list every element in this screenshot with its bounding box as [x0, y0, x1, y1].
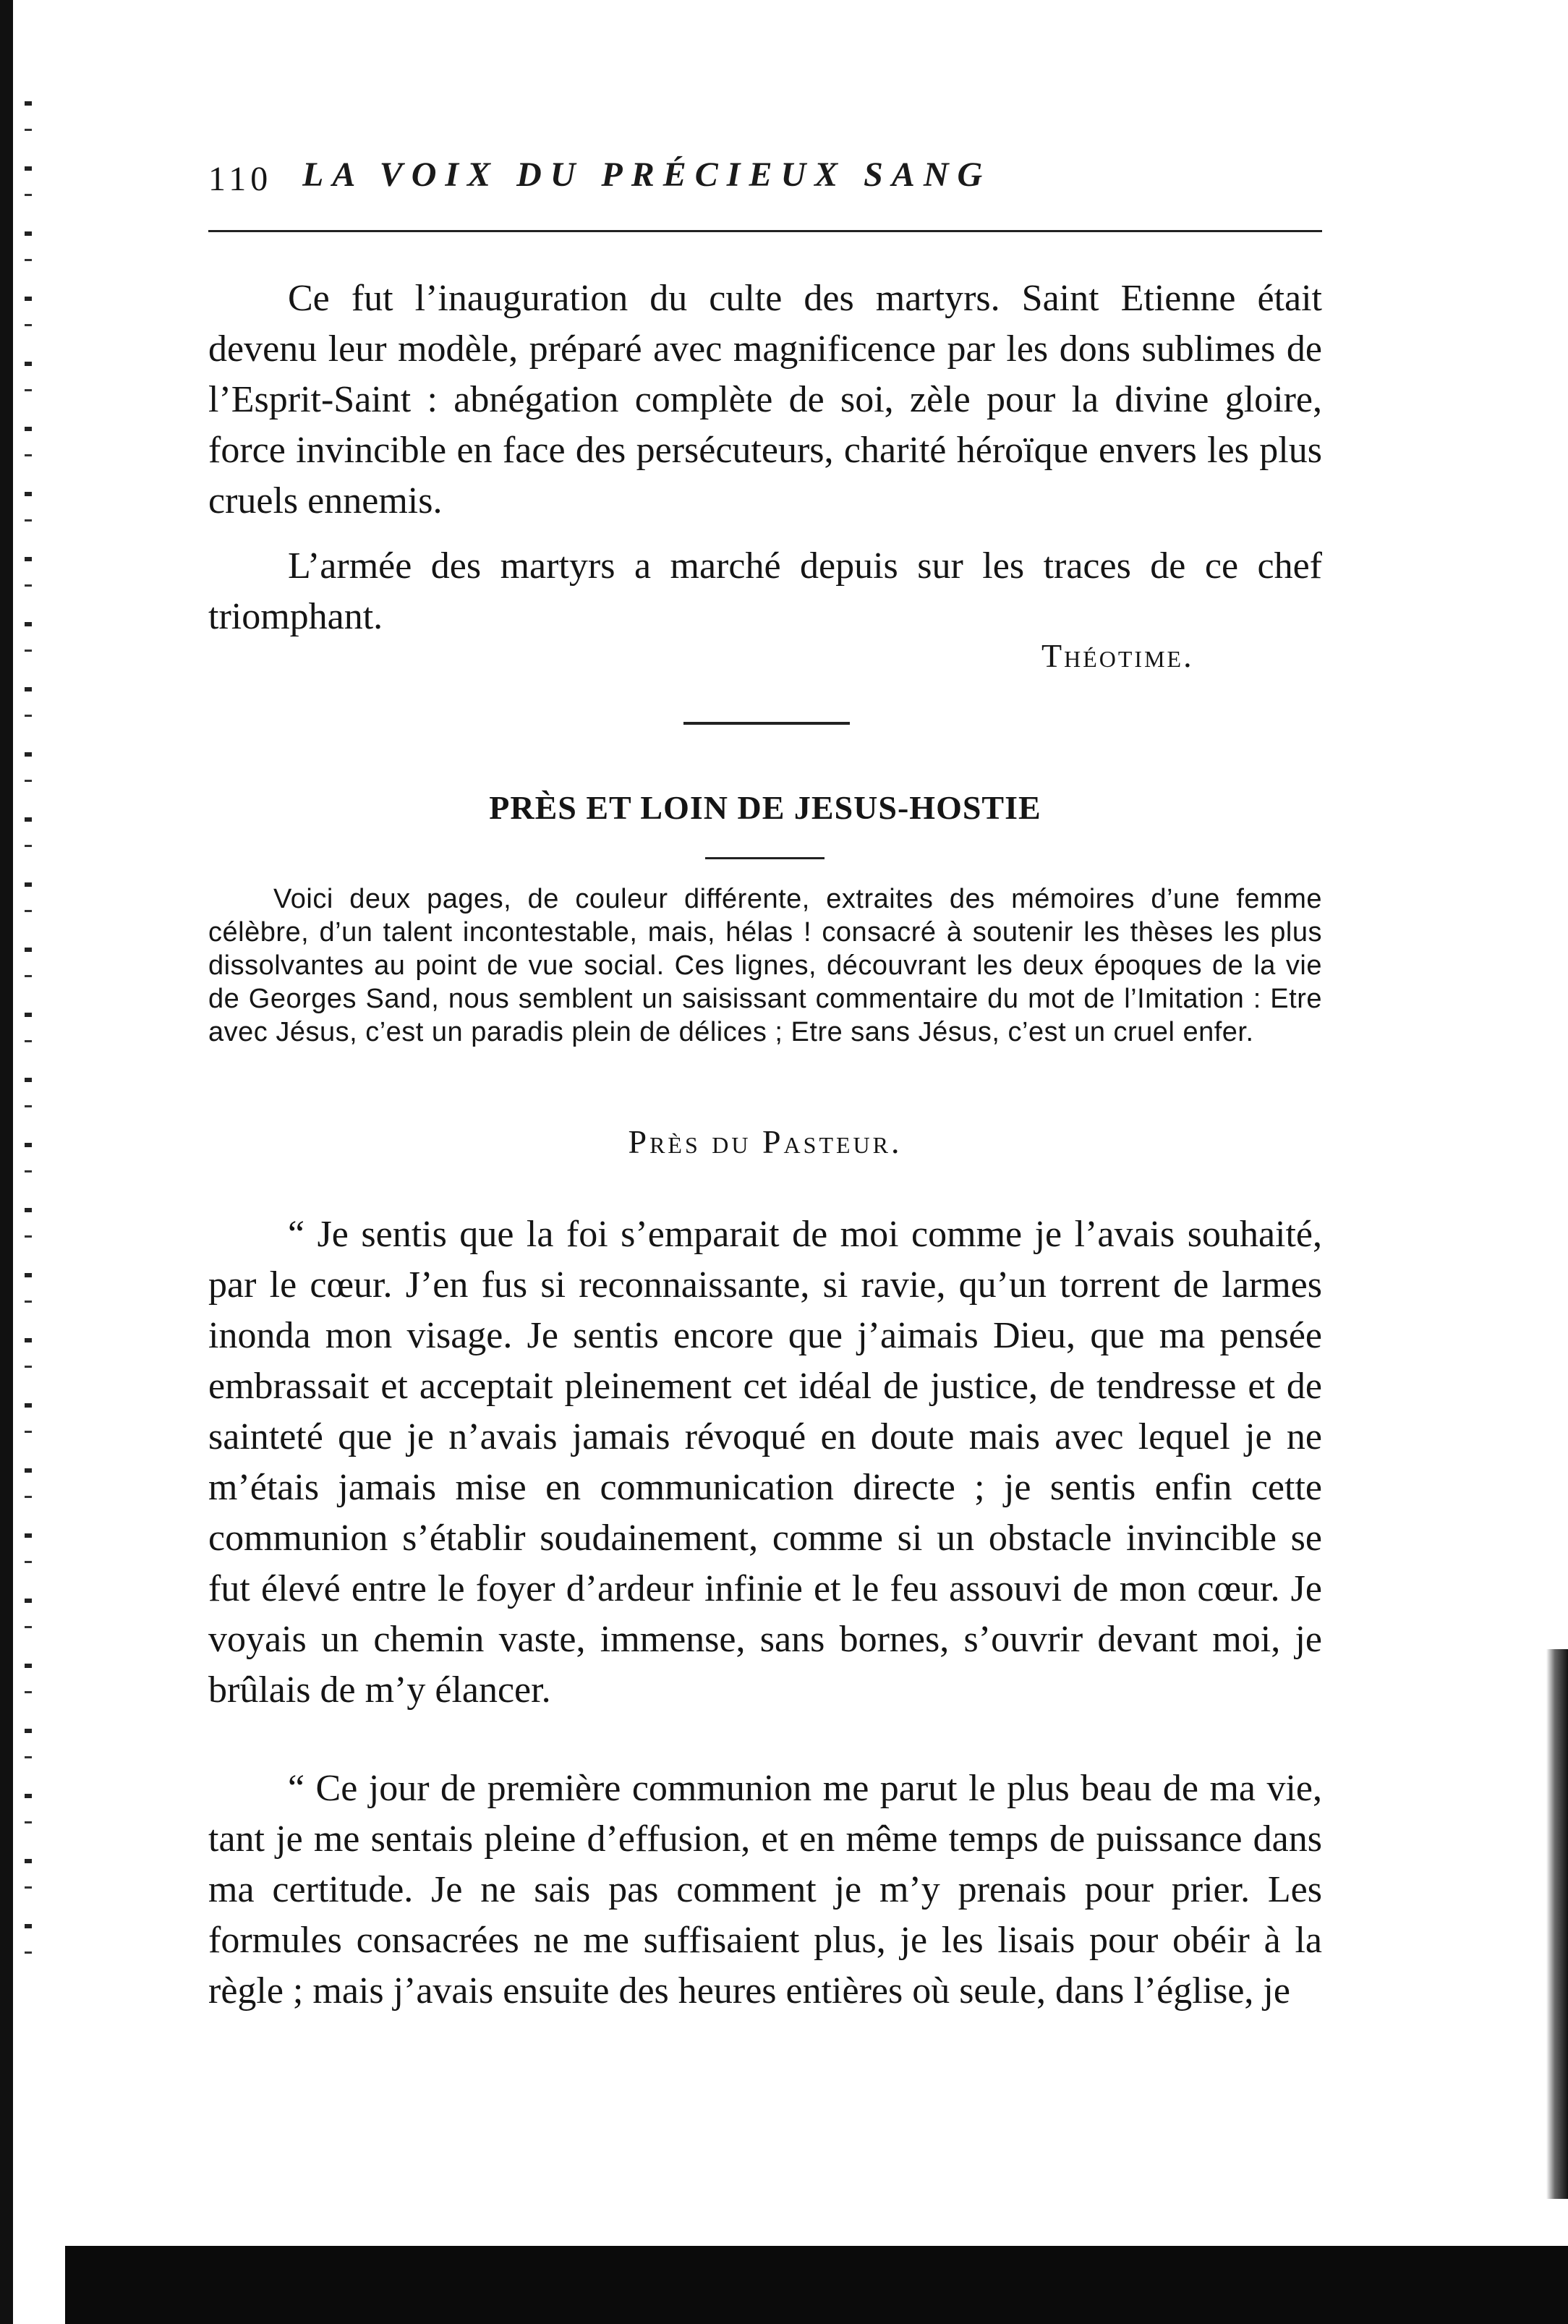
article2-paragraph-2	[208, 1763, 1322, 2017]
paragraph-text: “ Je sentis que la foi s’emparait de moi comme je l’avais souhaité, par le cœur. J’en fus si reconnaissante, si ravie, qu’un torrent de larmes inonda mon visage. Je sentis encore que j’aimais Dieu, que ma pensée embrassait et acceptait pleinement cet idéal de justice, de tendresse et de sainteté que je n’avais jamais révoqué en doute mais avec lequel je ne m’étais jamais mise en communication directe ; je sentis enfin cette communion s’établir soudainement, comme si un obstacle invincible se fut élevé entre le foyer d’ardeur infinie et le feu assouvi de mon cœur. Je voyais un chemin vaste, immense, sans bornes, s’ouvrir devant moi, je brûlais de m’y élancer.	[208, 1214, 1322, 1711]
header-rule	[208, 230, 1322, 232]
article1-paragraph-2	[208, 541, 1322, 642]
paragraph-text: “ Ce jour de première communion me parut le plus beau de ma vie, tant je me sentais pleine d’effusion, et en même temps de puissance dans ma certitude. Je ne sais pas comment je m’y prenais pour prier. Les formules consacrées ne me suffisaient plus, je les lisais pour obéir à la règle ; mais j’avais ensuite des heures entières où seule, dans l’église, je	[208, 1768, 1322, 2012]
section-divider	[683, 722, 850, 725]
article-intro: Voici deux pages, de couleur différente, extraites des mémoires d’une femme célèbre, d’un talent incontestable, mais, hélas ! consacré à soutenir les thèses les plus dissolvantes au point de vue social. Ces lignes, découvrant les deux époques de la vie de Georges Sand, nous semblent un saisissant commentaire du mot de l’Imitation : Etre avec Jésus, c’est un paradis plein de délices ; Etre sans Jésus, c’est un cruel enfer.	[208, 884, 1322, 1047]
paragraph-text: Ce fut l’inauguration du culte des martyrs. Saint Etienne était devenu leur modèle, préparé avec magnificence par les dons sublimes de l’Esprit-Saint : abnégation complète de soi, zèle pour la divine gloire, force invincible en face des persécuteurs, charité héroïque envers les plus cruels ennemis.	[208, 278, 1322, 522]
article1-paragraph-1	[208, 273, 1322, 527]
article-title: PRÈS ET LOIN DE JESUS-HOSTIE	[489, 789, 1041, 826]
title-underline	[705, 857, 825, 859]
paragraph-text: L’armée des martyrs a marché depuis sur les traces de ce chef triomphant.	[208, 545, 1322, 637]
article2-paragraph-1	[208, 1209, 1322, 1716]
subheading: Près du Pasteur.	[628, 1123, 903, 1160]
page-number: 110	[208, 160, 273, 198]
running-head	[208, 155, 1322, 208]
running-title: LA VOIX DU PRÉCIEUX SANG	[302, 156, 992, 194]
author-signature: Théotime.	[1041, 637, 1194, 674]
